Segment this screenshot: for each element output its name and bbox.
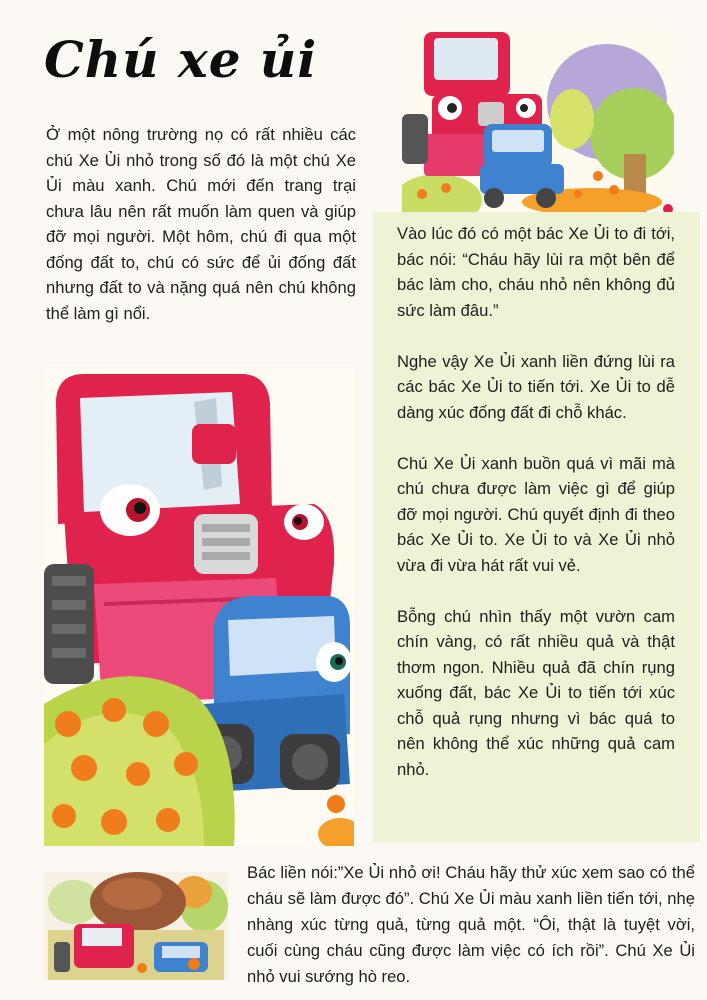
bulldozer-orange-tree-drawing — [44, 872, 228, 980]
page-title: Chú xe ủi — [44, 30, 318, 89]
bulldozers-orchard-illustration — [402, 24, 674, 216]
bulldozers-main-drawing — [44, 364, 354, 846]
bulldozers-main-illustration — [44, 364, 354, 846]
intro-paragraph: Ở một nông trường nọ có rất nhiều các chú Xe Ủi nhỏ trong số đó là một chú Xe Ủi màu xanh. Chú mới đến trang trại chưa lâu nên rất muốn làm quen và giúp đỡ mọi người. Một hôm, chú đi qua một đống đất to, chú có sức để ủi đống đất nhưng đất to và nặng quá nên chú không thể làm gì nổi. — [46, 125, 356, 323]
side-paragraphs: Vào lúc đó có một bác Xe Ủi to đi tới, bác nói: “Cháu hãy lùi ra một bên để bác làm cho, cháu nhỏ nên không đủ sức làm đâu.” Nghe vậy Xe Ủi xanh liền đứng lùi ra các bác Xe Ủi to tiến tới. Xe Ủi to dễ dàng xúc đống đất đi chỗ khác. Chú Xe Ủi xanh buồn quá vì mãi mà chú chưa được làm việc gì để giúp đỡ mọi người. Chú quyết định đi theo bác Xe Ủi to. Xe Ủi to và Xe Ủi nhỏ vừa đi vừa hát rất vui vẻ. Bỗng chú nhìn thấy một vườn cam chín vàng, có rất nhiều quả và thật thơm ngon. Nhiều quả đã chín rụng xuống đất, bác Xe Ủi to tiến tới xúc chỗ quả rụng nhưng vì bác quá to nên không thể xúc những quả cam nhỏ. — [397, 224, 675, 779]
bulldozers-orchard-drawing — [402, 24, 674, 216]
bulldozer-orange-tree-illustration — [44, 872, 228, 980]
ending-paragraph: Bác liền nói:”Xe Ủi nhỏ ơi! Cháu hãy thử xúc xem sao có thể cháu sẽ làm được đó”. Chú Xe Ủi màu xanh liền tiến tới, nhẹ nhàng xúc từng quả, từng quả một. “Ôi, thật là tuyệt vời, cuối cùng cháu cũng được làm việc có ích rồi”. Chú Xe Ủi nhỏ vui sướng hò reo. — [247, 863, 695, 986]
